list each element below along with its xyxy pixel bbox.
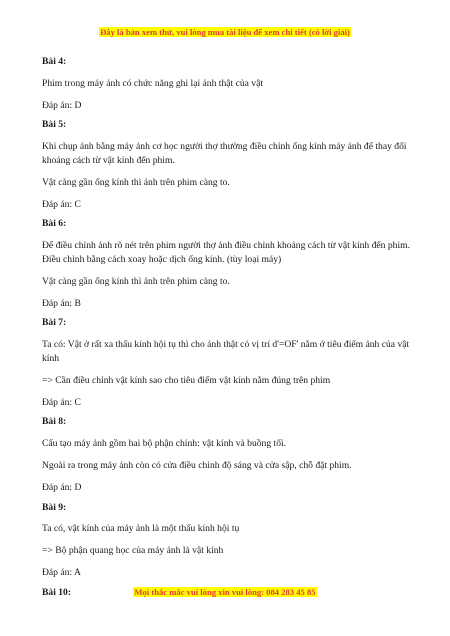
exercise-text: Khi chụp ảnh bằng máy ảnh cơ học người thợ thường điều chỉnh ống kính máy ảnh để thay đổi khoảng cách từ vật kính đến phim. xyxy=(42,141,407,166)
exercise-answer: Đáp án: D xyxy=(42,481,82,493)
exercise-heading: Bài 6: xyxy=(42,218,67,230)
contact-notice-banner: Mọi thắc mắc vui lòng xin vui lòng: 084 283 45 85 xyxy=(134,587,316,597)
exercise-text: Vật càng gần ống kính thì ảnh trên phim càng to. xyxy=(42,275,230,287)
exercise-answer: Đáp án: C xyxy=(42,396,81,408)
exercise-text: Để điều chỉnh ảnh rõ nét trên phim người thợ ảnh điều chỉnh khoảng cách từ vật kính đến phim. Điều chỉnh bằng cách xoay hoặc dịch ống kính. (tùy loại máy) xyxy=(42,240,410,265)
exercise-heading: Bài 9: xyxy=(42,501,67,513)
preview-notice-banner: Đây là bản xem thử, vui lòng mua tài liệu để xem chi tiết (có lời giải) xyxy=(100,27,350,37)
exercise-text: Vật càng gần ống kính thì ảnh trên phim càng to. xyxy=(42,176,230,188)
exercise-heading: Bài 4: xyxy=(42,56,67,67)
exercise-text: Ngoài ra trong máy ảnh còn có cửa điều chỉnh độ sáng và cửa sập, chỗ đặt phim. xyxy=(42,459,352,471)
exercise-answer: Đáp án: B xyxy=(42,297,81,309)
exercise-text: => Cần điều chỉnh vật kính sao cho tiêu điểm vật kính nằm đúng trên phim xyxy=(42,374,331,386)
exercise-heading: Bài 7: xyxy=(42,317,67,329)
document-body xyxy=(42,55,414,600)
exercise-answer: Đáp án: C xyxy=(42,198,81,210)
exercise-heading: Bài 8: xyxy=(42,416,67,428)
exercise-answer: Đáp án: A xyxy=(42,566,81,578)
exercise-heading: Bài 10: xyxy=(42,586,72,598)
exercise-heading: Bài 5: xyxy=(42,119,67,131)
exercise-text: Ta có: Vật ở rất xa thấu kính hội tụ thì cho ảnh thật có vị trí d'=OF' nằm ở tiêu điểm ảnh của vật kính xyxy=(42,339,410,364)
exercise-text: => Bộ phận quang học của máy ảnh là vật kính xyxy=(42,545,224,557)
exercise-text: Phim trong máy ảnh có chức năng ghi lại ảnh thật của vật xyxy=(42,77,263,89)
exercise-answer: Đáp án: D xyxy=(42,99,82,111)
exercise-text: Cấu tạo máy ảnh gồm hai bộ phận chính: vật kính và buồng tối. xyxy=(42,438,287,450)
exercise-text: Ta có, vật kính của máy ảnh là một thấu kính hội tụ xyxy=(42,523,240,535)
